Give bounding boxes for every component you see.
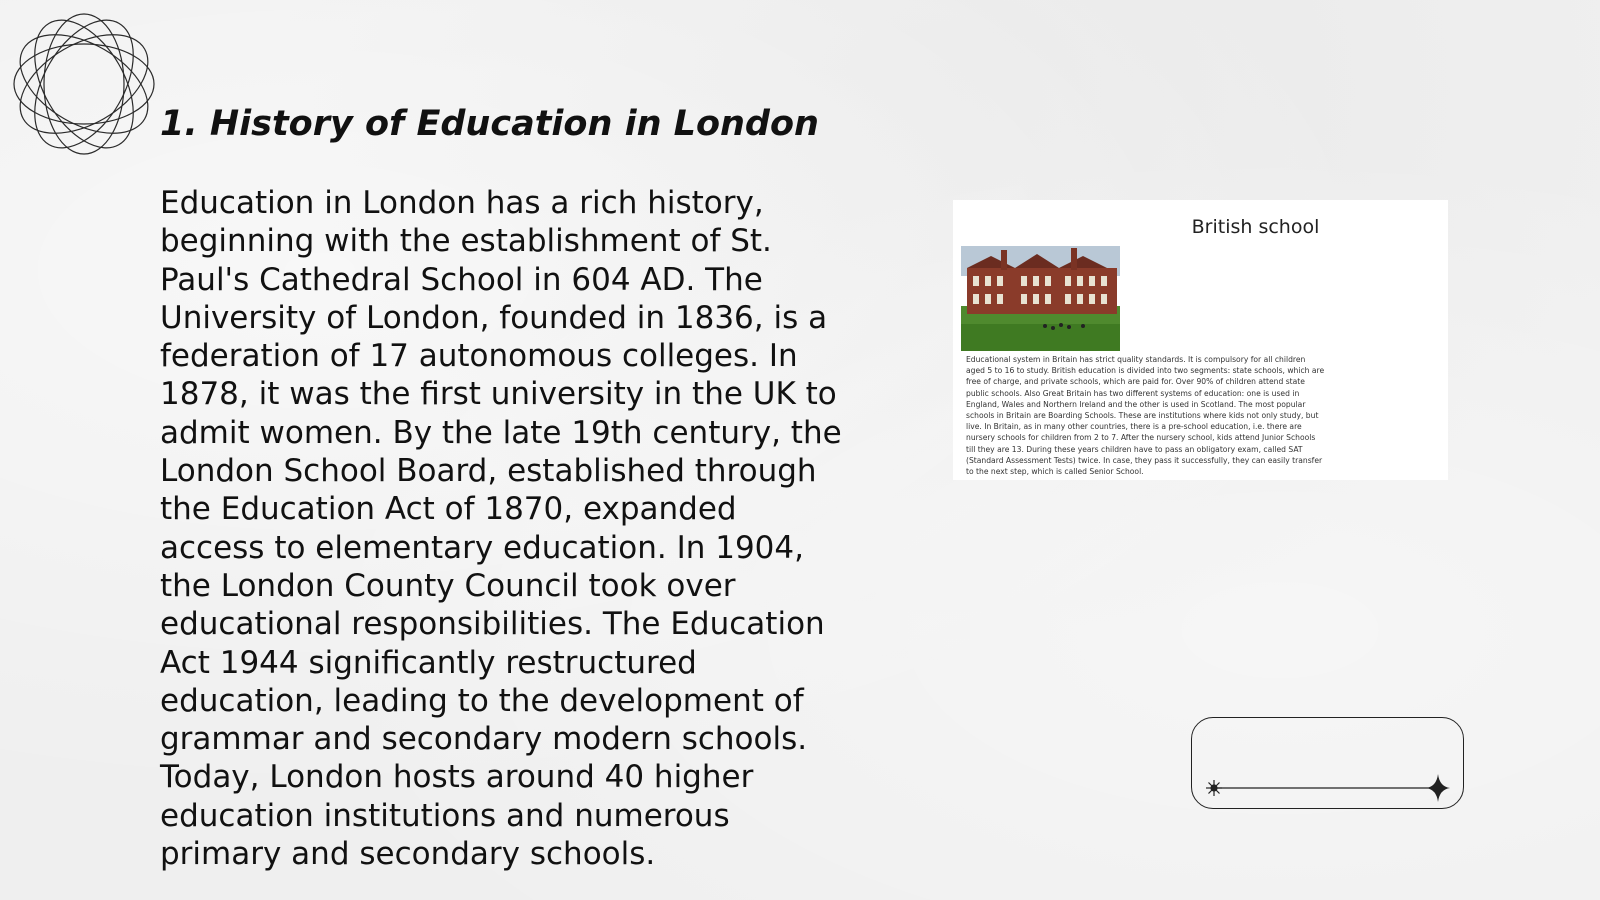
slide-body-text: Education in London has a rich history, beginning with the establishment of St. Paul's Cathedral School in 604 AD. The University of London, founded in 1836, is a federation of 17 autonomous colleges. In 1878, it was the first university in the UK to admit women. By the late 19th century, the London School Board, established through the Education Act of 1870, expanded access to elementary education. In 1904, the London County Council took over educational responsibilities. The Education Act 1944 significantly restructured education, leading to the development of grammar and secondary modern schools. Today, London hosts around 40 higher education institutions and numerous primary and secondary schools. (160, 185, 842, 873)
timeline-line (1192, 718, 1465, 810)
timeline-decoration (1191, 717, 1464, 809)
starburst-icon (1206, 780, 1222, 796)
embedded-image-caption: British school (1191, 216, 1320, 238)
sparkle-icon (1426, 774, 1450, 802)
slide-title: 1. History of Education in London (160, 104, 819, 144)
school-building-photo (961, 246, 1120, 351)
embedded-image-card (953, 200, 1448, 480)
circle-ornament-icon (10, 10, 158, 158)
embedded-image-paragraph: Educational system in Britain has strict quality standards. It is compulsory for all children aged 5 to 16 to study. British education is divided into two segments: state schools, which are free of charge, and private schools, which are paid for. Over 90% of children attend state public schools. Also Great Britain has two different systems of education: one is used in England, Wales and Northern Ireland and the other is used in Scotland. The most popular schools in Britain are Boarding Schools. These are institutions where kids not only study, but live. In Britain, as in many other countries, there is a pre-school education, i.e. there are nursery schools for children from 2 to 7. After the nursery school, kids attend Junior Schools till they are 13. During these years children have to pass an obligatory exam, called SAT (Standard Assessment Tests) twice. In case, they pass it successfully, they can easily transfer to the next step, which is called Senior School. (966, 355, 1325, 477)
